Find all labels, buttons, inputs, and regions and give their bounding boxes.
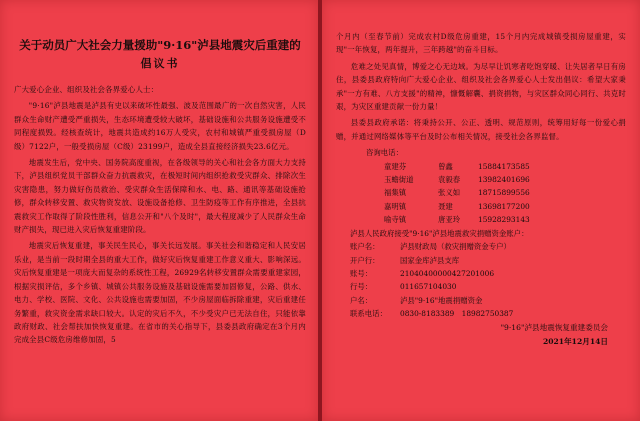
account-row [336,294,626,307]
contact-row [336,173,626,186]
contact-section [336,146,626,320]
signature-date: 2021年12月14日 [542,336,608,346]
contact-unit: 嘉明镇 [384,201,407,211]
contact-person: 张义如 [438,188,461,198]
paragraph-response: 地震发生后，党中央、国务院高度重视，在各级领导的关心和社会各方面大力支持下，泸县组织党员干部群众奋力抗震救灾，在极短时间内组织抢救受灾群众、排除次生灾害隐患，努力做好伤员救治、受灾群众生活保障和水、电、路、通讯等基础设施抢修，群众转移安置、救灾物资发放、设施设备抢修、卫生防疫等工作有序推进，全县抗震救灾工作取得了阶段性胜利，信息公开和"八个及时"，最大程度减少了人民群众生命财产损失，现已进入灾后恢复重建阶段。 [14,158,306,235]
signature-org: "9·16"泸县地震恢复重建委员会 [500,322,608,332]
account-value: 泸县财政局（救灾捐赠资金专户） [400,242,511,252]
contact-heading: 咨询电话： [366,148,403,158]
account-key: 开户行： [350,255,380,265]
account-key: 账号： [350,268,373,278]
account-value: 0830-8183389 18982750387 [400,309,514,319]
account-row [336,307,626,320]
contact-unit: 童建芬 [384,161,407,171]
salutation: 广大爱心企业、组织及社会各界爱心人士： [14,85,159,94]
account-key: 行号： [350,282,373,292]
contact-unit: 喻寺镇 [384,215,407,225]
contact-row [336,186,626,199]
account-value: 011657104030 [400,282,457,292]
account-row [336,280,626,293]
account-value: 泸县"9·16"地震捐赠资金 [400,295,483,305]
left-page [0,0,318,421]
contact-phone: 13698177200 [478,201,530,211]
contact-row [336,200,626,213]
account-value: 国家金库泸县支库 [400,255,460,265]
paragraph-appeal: 危难之处见真情，博爱之心无边域。为尽早让饥寒者吃饱穿暖、让失居者早日有房住，县委县政府特向广大爱心企业、组织及社会各界爱心人士发出倡议：希望大家秉承"一方有难、八方支援"的精神，慷慨解囊、捐资捐物，与灾区群众同心同行、共克时艰，为灾区重建贡献一份力量！ [336,61,626,112]
contact-row [336,160,626,173]
contact-phone: 13982401696 [478,175,530,185]
contact-row [336,213,626,226]
account-key: 联系电话： [350,309,387,319]
document-subtitle: 倡议书 [140,57,180,70]
contact-person: 曾鑫 [438,161,453,171]
account-row [336,267,626,280]
account-key: 户名： [350,295,373,305]
contact-phone: 18715899556 [478,188,530,198]
paragraph-commitment: 县委县政府承诺：将秉持公开、公正、透明、规范原则，统筹用好每一份爱心捐赠，并通过网络媒体等平台及时公布相关情况，接受社会各界监督。 [336,118,626,141]
account-row [336,254,626,267]
right-page [322,0,640,421]
paragraph-reconstruction: 地震灾后恢复重建，事关民生民心，事关长远发展。事关社会和谐稳定和人民安居乐业，是当前一段时期全县的重大工作，做好灾后恢复重建工作意义重大、影响深远。灾后恢复重建是一项庞大而复杂的系统性工程，26929名转移安置群众需要重建家园，根据灾损评估，多个乡镇、城镇公共服务设施及基础设施需要加固修复，公路、供水、电力、学校、医院、文化、公共设施也需要加固，不少房屋面临拆除重建，灾后重建任务繁重，救灾资金需求缺口较大。认定的灾后不久，不少受灾户已无法自住，只能依靠政府财政、社会帮扶加快恢复重建。在省市的关心指导下，县委县政府确定在3个月内完成全县C级危房维修加固，5 [14,241,306,345]
account-value: 21040400000427201006 [400,268,495,278]
document-title: 关于动员广大社会力量援助"9·16"泸县地震灾后重建的 [19,38,301,52]
contact-person: 唐亚玲 [438,215,461,225]
paragraph-intro: "9·16"泸县地震是泸县有史以来破坏性最强、波及范围最广的一次自然灾害，人民群众生命财产遭受严重损失，生态环境遭受较大破坏，基础设施和公共服务设施遭受不同程度损毁。经核查统计，地震共造成约16万人受灾，农村和城镇严重受损房屋（D级）7122户，一般受损房屋（C级）23199户，造成全县直接经济损失23.6亿元。 [14,101,306,151]
account-heading: 泸县人民政府接受"9·16"泸县地震救灾捐赠资金账户： [350,228,529,238]
account-key: 账户名： [350,242,380,252]
contact-phone: 15884173585 [478,161,530,171]
contact-phone: 15928293143 [478,215,530,225]
contact-person: 袁毅春 [438,175,461,185]
contact-unit: 福集镇 [384,188,407,198]
paragraph-goal: 个月内（至春节前）完成农村D级危房重建，15个月内完成城镇受损房屋重建，实现"一年恢复，两年提升，三年跨越"的奋斗目标。 [336,32,626,55]
contact-unit: 玉蟾街道 [384,175,414,185]
contact-person: 聂建 [438,201,453,211]
account-row [336,240,626,253]
